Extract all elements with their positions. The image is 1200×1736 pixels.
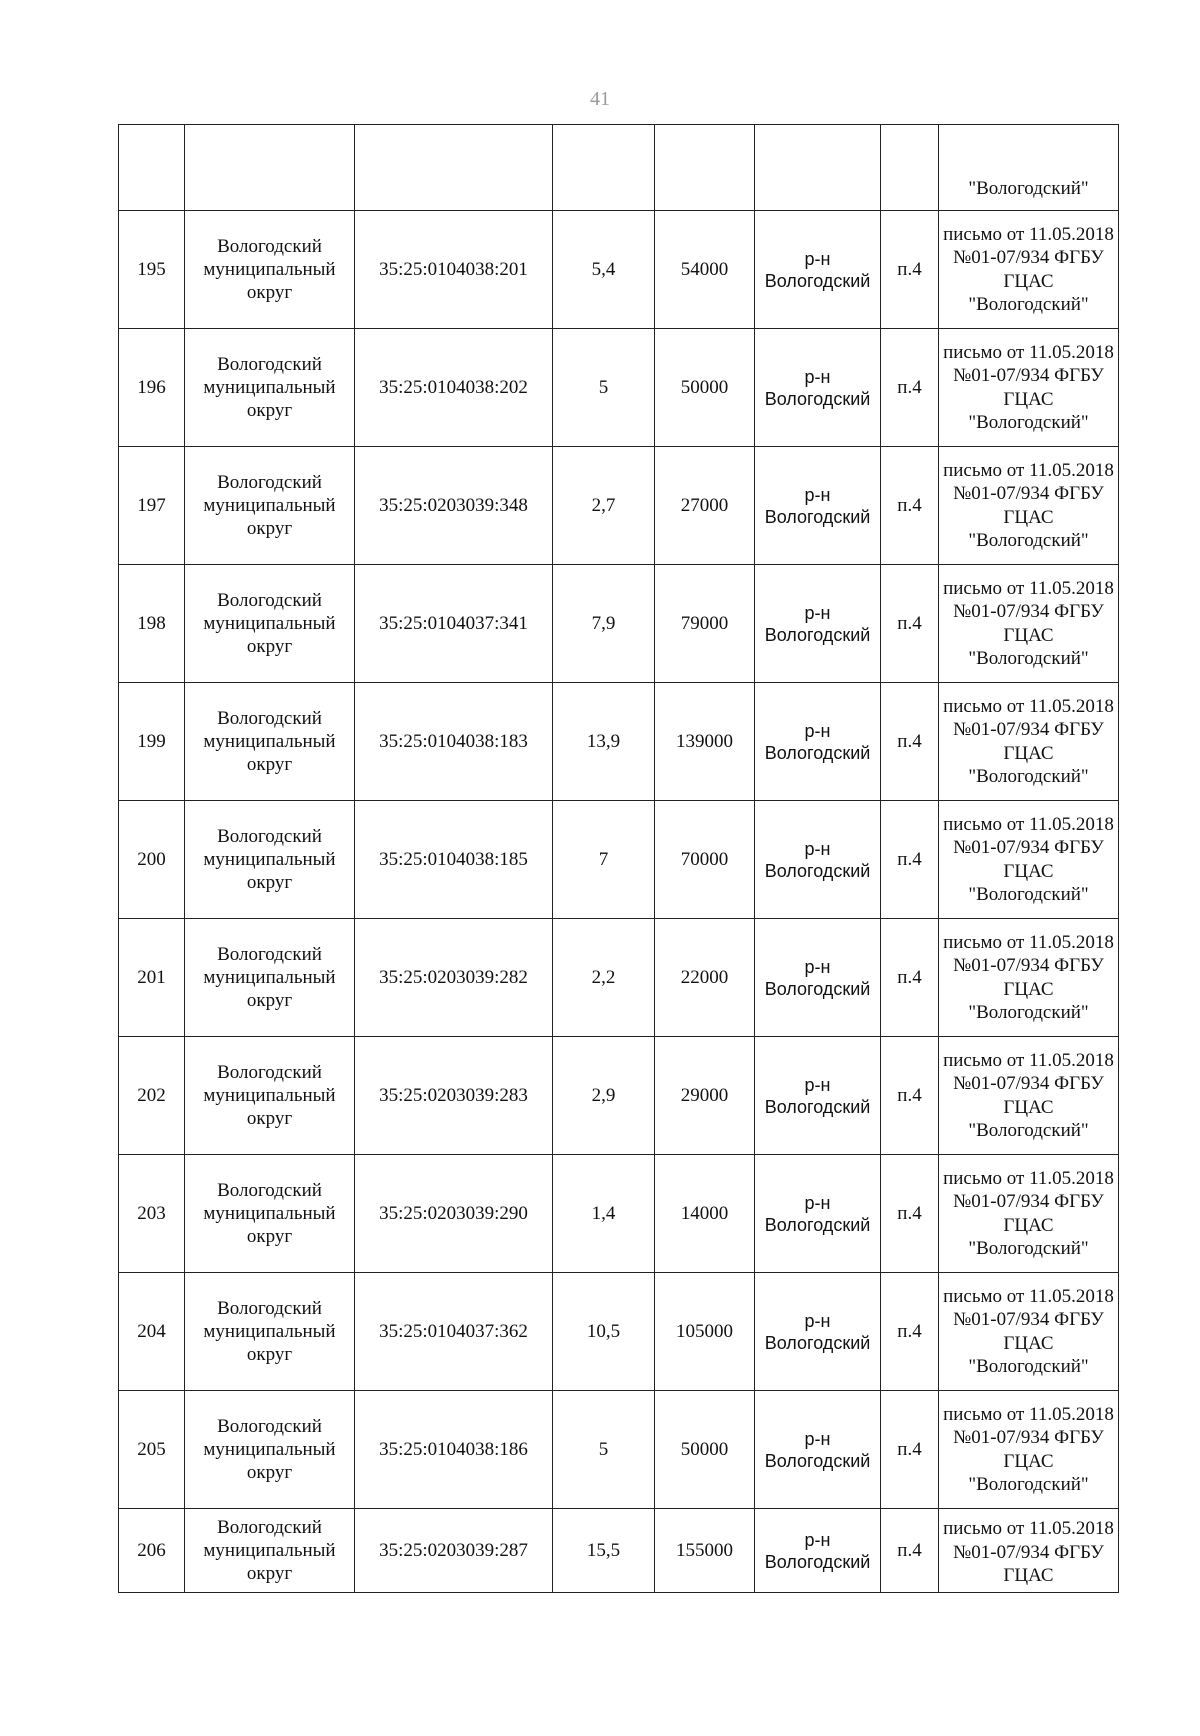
table-row [119,447,1119,565]
note-cell: письмо от 11.05.2018 №01-07/934 ФГБУ ГЦАС "Вологодский" [939,447,1119,565]
area-cell [553,125,655,211]
num-cell: 201 [119,919,185,1037]
area-cell: 13,9 [553,683,655,801]
area-cell: 5,4 [553,211,655,329]
region-cell: Вологодский муниципальный округ [185,1509,355,1593]
num-cell: 197 [119,447,185,565]
note-cell: письмо от 11.05.2018 №01-07/934 ФГБУ ГЦАС "Вологодский" [939,801,1119,919]
table-row [119,565,1119,683]
location-cell: р-н Вологодский [755,1155,881,1273]
clause-cell: п.4 [881,329,939,447]
region-cell: Вологодский муниципальный округ [185,565,355,683]
clause-cell: п.4 [881,1273,939,1391]
clause-cell: п.4 [881,683,939,801]
continuation-row [119,125,1119,211]
region-cell: Вологодский муниципальный округ [185,919,355,1037]
clause-cell: п.4 [881,919,939,1037]
amount-cell: 29000 [655,1037,755,1155]
note-cell: письмо от 11.05.2018 №01-07/934 ФГБУ ГЦАС "Вологодский" [939,211,1119,329]
clause-cell: п.4 [881,1155,939,1273]
location-cell: р-н Вологодский [755,683,881,801]
amount-cell: 50000 [655,1391,755,1509]
area-cell: 2,9 [553,1037,655,1155]
location-cell: р-н Вологодский [755,1273,881,1391]
note-cell: письмо от 11.05.2018 №01-07/934 ФГБУ ГЦАС "Вологодский" [939,919,1119,1037]
note-cell: письмо от 11.05.2018 №01-07/934 ФГБУ ГЦАС [939,1509,1119,1593]
region-cell [185,125,355,211]
amount-cell [655,125,755,211]
num-cell: 202 [119,1037,185,1155]
cadastral-cell: 35:25:0104037:362 [355,1273,553,1391]
location-cell: р-н Вологодский [755,329,881,447]
area-cell: 10,5 [553,1273,655,1391]
num-cell: 204 [119,1273,185,1391]
cadastral-cell: 35:25:0203039:282 [355,919,553,1037]
location-cell [755,125,881,211]
location-cell: р-н Вологодский [755,1509,881,1593]
cadastral-cell: 35:25:0104037:341 [355,565,553,683]
location-cell: р-н Вологодский [755,211,881,329]
table-row [119,211,1119,329]
area-cell: 7 [553,801,655,919]
location-cell: р-н Вологодский [755,801,881,919]
cadastral-cell: 35:25:0104038:201 [355,211,553,329]
table-row [119,1155,1119,1273]
location-cell: р-н Вологодский [755,1037,881,1155]
amount-cell: 70000 [655,801,755,919]
area-cell: 5 [553,1391,655,1509]
amount-cell: 79000 [655,565,755,683]
region-cell: Вологодский муниципальный округ [185,1037,355,1155]
amount-cell: 54000 [655,211,755,329]
clause-cell: п.4 [881,211,939,329]
note-cell: письмо от 11.05.2018 №01-07/934 ФГБУ ГЦАС "Вологодский" [939,329,1119,447]
clause-cell: п.4 [881,447,939,565]
region-cell: Вологодский муниципальный округ [185,683,355,801]
table-row [119,1273,1119,1391]
table-row [119,1037,1119,1155]
region-cell: Вологодский муниципальный округ [185,801,355,919]
page-number: 41 [590,88,610,110]
region-cell: Вологодский муниципальный округ [185,329,355,447]
cadastral-cell: 35:25:0104038:183 [355,683,553,801]
table-row [119,801,1119,919]
clause-cell [881,125,939,211]
num-cell: 206 [119,1509,185,1593]
region-cell: Вологодский муниципальный округ [185,1391,355,1509]
amount-cell: 139000 [655,683,755,801]
cadastral-cell: 35:25:0104038:186 [355,1391,553,1509]
note-cell: письмо от 11.05.2018 №01-07/934 ФГБУ ГЦАС "Вологодский" [939,565,1119,683]
note-cell: письмо от 11.05.2018 №01-07/934 ФГБУ ГЦАС "Вологодский" [939,1037,1119,1155]
table-row [119,329,1119,447]
amount-cell: 105000 [655,1273,755,1391]
cadastral-cell: 35:25:0203039:283 [355,1037,553,1155]
area-cell: 7,9 [553,565,655,683]
amount-cell: 155000 [655,1509,755,1593]
table-row [119,683,1119,801]
region-cell: Вологодский муниципальный округ [185,447,355,565]
clause-cell: п.4 [881,1391,939,1509]
amount-cell: 27000 [655,447,755,565]
table-row [119,1509,1119,1593]
location-cell: р-н Вологодский [755,1391,881,1509]
note-cell: письмо от 11.05.2018 №01-07/934 ФГБУ ГЦАС "Вологодский" [939,1273,1119,1391]
note-cell: письмо от 11.05.2018 №01-07/934 ФГБУ ГЦАС "Вологодский" [939,683,1119,801]
num-cell: 199 [119,683,185,801]
num-cell: 205 [119,1391,185,1509]
clause-cell: п.4 [881,1509,939,1593]
num-cell: 196 [119,329,185,447]
num-cell [119,125,185,211]
location-cell: р-н Вологодский [755,447,881,565]
location-cell: р-н Вологодский [755,565,881,683]
region-cell: Вологодский муниципальный округ [185,211,355,329]
clause-cell: п.4 [881,565,939,683]
registry-table [118,124,1119,1593]
table-row [119,919,1119,1037]
cadastral-cell: 35:25:0203039:290 [355,1155,553,1273]
num-cell: 195 [119,211,185,329]
note-cell: "Вологодский" [939,125,1119,211]
location-cell: р-н Вологодский [755,919,881,1037]
num-cell: 198 [119,565,185,683]
area-cell: 15,5 [553,1509,655,1593]
cadastral-cell [355,125,553,211]
amount-cell: 50000 [655,329,755,447]
amount-cell: 14000 [655,1155,755,1273]
amount-cell: 22000 [655,919,755,1037]
area-cell: 5 [553,329,655,447]
area-cell: 1,4 [553,1155,655,1273]
clause-cell: п.4 [881,801,939,919]
region-cell: Вологодский муниципальный округ [185,1155,355,1273]
area-cell: 2,7 [553,447,655,565]
region-cell: Вологодский муниципальный округ [185,1273,355,1391]
area-cell: 2,2 [553,919,655,1037]
cadastral-cell: 35:25:0104038:202 [355,329,553,447]
cadastral-cell: 35:25:0104038:185 [355,801,553,919]
cadastral-cell: 35:25:0203039:348 [355,447,553,565]
note-cell: письмо от 11.05.2018 №01-07/934 ФГБУ ГЦАС "Вологодский" [939,1391,1119,1509]
cadastral-cell: 35:25:0203039:287 [355,1509,553,1593]
num-cell: 203 [119,1155,185,1273]
clause-cell: п.4 [881,1037,939,1155]
table-row [119,1391,1119,1509]
num-cell: 200 [119,801,185,919]
note-cell: письмо от 11.05.2018 №01-07/934 ФГБУ ГЦАС "Вологодский" [939,1155,1119,1273]
